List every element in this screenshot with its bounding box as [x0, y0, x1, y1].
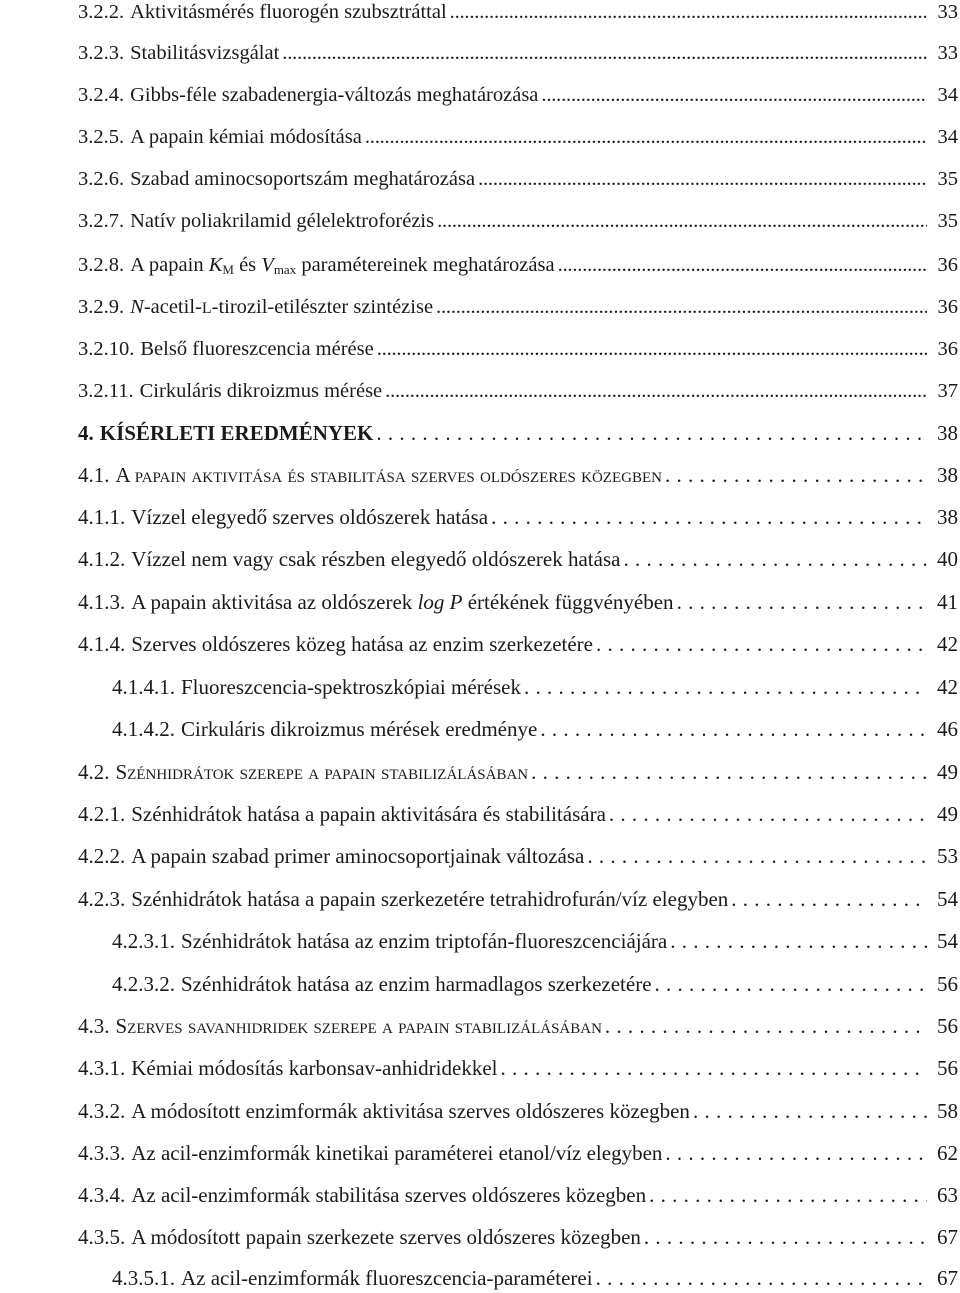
entry-page: 46: [937, 717, 958, 741]
entry-number: 3.2.4.: [78, 84, 125, 106]
entry-number: 3.2.8.: [78, 254, 125, 276]
l-prefix: L: [201, 300, 212, 317]
toc-entry[interactable]: [78, 502, 958, 532]
entry-page: 67: [937, 1225, 958, 1249]
entry-title: Kémiai módosítás karbonsav-anhidridekkel: [131, 1056, 498, 1080]
entry-title: Gibbs-féle szabadenergia-változás meghatározása: [130, 84, 539, 106]
entry-page: 67: [937, 1266, 958, 1290]
toc-entry[interactable]: [78, 38, 958, 68]
leader-dots: [623, 544, 927, 574]
entry-page: 40: [937, 547, 958, 571]
entry-page: 38: [937, 421, 958, 445]
entry-title: A papain kémiai módosítása: [130, 126, 362, 148]
leader-dots: [541, 80, 927, 110]
leader-dots: [531, 757, 927, 787]
entry-title: Fluoreszcencia-spektroszkópiai mérések: [181, 675, 521, 699]
leader-dots: [670, 926, 927, 956]
toc-entry[interactable]: [78, 587, 958, 617]
entry-page: 34: [937, 126, 958, 148]
toc-entry[interactable]: [112, 969, 958, 999]
leader-dots: [649, 1180, 927, 1210]
entry-number: 3.2.5.: [78, 126, 125, 148]
entry-title: Az acil-enzimformák stabilitása szerves oldószeres közegben: [131, 1183, 647, 1207]
leader-dots: [558, 250, 927, 280]
toc-entry[interactable]: [78, 1053, 958, 1083]
entry-number: 4.1.4.2.: [112, 717, 175, 741]
entry-number: 3.2.10.: [78, 338, 135, 360]
toc-entry[interactable]: [78, 1180, 958, 1210]
entry-number: 4.3.4.: [78, 1183, 126, 1207]
entry-title: Cirkuláris dikroizmus mérése: [139, 380, 383, 402]
toc-entry[interactable]: [112, 714, 958, 744]
leader-dots: [605, 1011, 927, 1041]
toc-entry[interactable]: [78, 376, 958, 406]
entry-page: 42: [937, 632, 958, 656]
title-text: A papain: [130, 254, 209, 276]
title-text: értékének függvényében: [462, 590, 674, 614]
entry-number: 4.2.3.: [78, 887, 126, 911]
entry-title: Szénhidrátok hatása a papain aktivitására és stabilitására: [131, 802, 606, 826]
toc-entry[interactable]: [78, 1138, 958, 1168]
entry-number: 4.2.3.1.: [112, 929, 175, 953]
leader-dots: [693, 1096, 927, 1126]
entry-number: 4.1.2.: [78, 547, 126, 571]
n-prefix: N: [130, 296, 144, 318]
km-subscript: M: [222, 262, 234, 277]
entry-page: 62: [937, 1141, 958, 1165]
leader-dots: [665, 1138, 927, 1168]
entry-page: 34: [937, 84, 958, 106]
entry-number: 4.3.2.: [78, 1099, 126, 1123]
entry-number: 4.1.1.: [78, 505, 126, 529]
logp-term: log P: [417, 590, 463, 614]
entry-title: KÍSÉRLETI EREDMÉNYEK: [99, 421, 374, 445]
title-text: és: [233, 254, 262, 276]
leader-dots: [450, 0, 927, 27]
toc-chapter[interactable]: [78, 418, 958, 448]
entry-number: 3.2.6.: [78, 168, 125, 190]
toc-entry[interactable]: [112, 1263, 958, 1293]
entry-title: [130, 250, 554, 280]
toc-entry[interactable]: [78, 1222, 958, 1252]
leader-dots: [501, 1053, 928, 1083]
entry-page: 49: [937, 802, 958, 826]
entry-number: 3.2.3.: [78, 42, 125, 64]
entry-number: 4.: [78, 421, 94, 445]
entry-title: A papain aktivitása és stabilitása szerves oldószeres közegben: [115, 463, 662, 487]
entry-title: Vízzel elegyedő szerves oldószerek hatása: [131, 505, 489, 529]
entry-title: Natív poliakrilamid gélelektroforézis: [130, 210, 435, 232]
entry-page: 56: [937, 1056, 958, 1080]
entry-page: 56: [937, 1014, 958, 1038]
leader-dots: [731, 884, 927, 914]
leader-dots: [491, 502, 927, 532]
entry-number: 4.3.1.: [78, 1056, 126, 1080]
entry-title: Stabilitásvizsgálat: [130, 42, 280, 64]
entry-number: 4.2.3.2.: [112, 972, 175, 996]
entry-page: 35: [937, 210, 958, 232]
leader-dots: [436, 292, 927, 322]
leader-dots: [596, 629, 927, 659]
leader-dots: [478, 164, 927, 194]
v-symbol: V: [261, 254, 274, 276]
leader-dots: [376, 418, 927, 448]
entry-number: 4.2.1.: [78, 802, 126, 826]
title-text: A papain aktivitása az oldószerek: [131, 590, 418, 614]
entry-title: Szerves savanhidridek szerepe a papain stabilizálásában: [115, 1014, 602, 1038]
title-text: paramétereinek meghatározása: [296, 254, 555, 276]
toc-entry[interactable]: [78, 334, 958, 364]
entry-title: Vízzel nem vagy csak részben elegyedő oldószerek hatása: [131, 547, 621, 571]
leader-dots: [385, 376, 927, 406]
leader-dots: [609, 799, 927, 829]
entry-page: 63: [937, 1183, 958, 1207]
entry-page: 38: [937, 463, 958, 487]
title-text: -acetil-: [143, 296, 202, 318]
entry-title: A papain szabad primer aminocsoportjainak változása: [131, 844, 585, 868]
entry-number: 3.2.2.: [78, 1, 125, 23]
entry-number: 4.3.5.: [78, 1225, 126, 1249]
entry-page: 36: [937, 296, 958, 318]
entry-title: Szénhidrátok hatása a papain szerkezetére tetrahidrofurán/víz elegyben: [131, 887, 729, 911]
toc-entry[interactable]: [78, 544, 958, 574]
toc-entry[interactable]: [112, 926, 958, 956]
toc-entry[interactable]: [78, 884, 958, 914]
toc-entry[interactable]: [78, 799, 958, 829]
leader-dots: [644, 1222, 927, 1252]
entry-page: 56: [937, 972, 958, 996]
entry-page: 41: [937, 590, 958, 614]
entry-page: 49: [937, 760, 958, 784]
entry-title: Az acil-enzimformák kinetikai paraméterei etanol/víz elegyben: [131, 1141, 663, 1165]
entry-page: 53: [937, 844, 958, 868]
entry-title: Szerves oldószeres közeg hatása az enzim szerkezetére: [131, 632, 593, 656]
entry-title: Aktivitásmérés fluorogén szubsztráttal: [130, 1, 447, 23]
entry-number: 4.1.: [78, 463, 110, 487]
entry-title: Szénhidrátok hatása az enzim harmadlagos szerkezetére: [181, 972, 652, 996]
entry-number: 4.1.4.1.: [112, 675, 175, 699]
leader-dots: [540, 714, 927, 744]
entry-title: Cirkuláris dikroizmus mérések eredménye: [181, 717, 538, 741]
entry-number: 3.2.11.: [78, 380, 134, 402]
entry-page: 33: [937, 1, 958, 23]
leader-dots: [587, 841, 927, 871]
entry-page: 33: [937, 42, 958, 64]
entry-number: 3.2.7.: [78, 210, 125, 232]
toc-entry[interactable]: [112, 672, 958, 702]
entry-title: Szabad aminocsoportszám meghatározása: [130, 168, 476, 190]
entry-title: A módosított papain szerkezete szerves oldószeres közegben: [131, 1225, 641, 1249]
toc-section[interactable]: [78, 757, 958, 787]
entry-page: 35: [937, 168, 958, 190]
v-subscript: max: [273, 262, 297, 277]
entry-number: 4.2.2.: [78, 844, 126, 868]
toc-entry[interactable]: [78, 250, 958, 280]
leader-dots: [655, 969, 927, 999]
leader-dots: [365, 122, 927, 152]
leader-dots: [377, 334, 927, 364]
entry-title: [130, 292, 433, 324]
entry-title: Szénhidrátok hatása az enzim triptofán-fluoreszcenciájára: [181, 929, 668, 953]
toc-entry[interactable]: [78, 122, 958, 152]
toc-section[interactable]: [78, 460, 958, 490]
entry-page: 58: [937, 1099, 958, 1123]
toc-entry[interactable]: [78, 629, 958, 659]
leader-dots: [677, 587, 927, 617]
entry-number: 4.3.3.: [78, 1141, 126, 1165]
entry-number: 4.3.5.1.: [112, 1266, 175, 1290]
entry-title: Az acil-enzimformák fluoreszcencia-paraméterei: [181, 1266, 593, 1290]
entry-title: Szénhidrátok szerepe a papain stabilizálásában: [115, 760, 529, 784]
toc-entry[interactable]: [78, 206, 958, 236]
toc-entry[interactable]: [78, 1096, 958, 1126]
leader-dots: [437, 206, 927, 236]
title-text: -tirozil-etilészter szintézise: [211, 296, 434, 318]
toc-entry[interactable]: [78, 841, 958, 871]
entry-title: A módosított enzimformák aktivitása szerves oldószeres közegben: [131, 1099, 690, 1123]
toc-section[interactable]: [78, 1011, 958, 1041]
entry-number: 4.1.4.: [78, 632, 126, 656]
toc-entry[interactable]: [78, 164, 958, 194]
leader-dots: [665, 460, 927, 490]
entry-number: 4.3.: [78, 1014, 110, 1038]
entry-page: 42: [937, 675, 958, 699]
entry-number: 4.2.: [78, 760, 110, 784]
km-symbol: K: [208, 254, 223, 276]
entry-number: 4.1.3.: [78, 590, 126, 614]
leader-dots: [524, 672, 927, 702]
entry-page: 37: [937, 380, 958, 402]
entry-page: 36: [937, 254, 958, 276]
entry-page: 36: [937, 338, 958, 360]
toc-entry[interactable]: [78, 0, 958, 27]
leader-dots: [282, 38, 927, 68]
entry-page: 54: [937, 929, 958, 953]
leader-dots: [596, 1263, 927, 1293]
toc-entry[interactable]: [78, 292, 958, 322]
entry-title: [131, 587, 673, 617]
entry-page: 38: [937, 505, 958, 529]
entry-page: 54: [937, 887, 958, 911]
toc-entry[interactable]: [78, 80, 958, 110]
entry-title: Belső fluoreszcencia mérése: [140, 338, 374, 360]
entry-number: 3.2.9.: [78, 296, 125, 318]
